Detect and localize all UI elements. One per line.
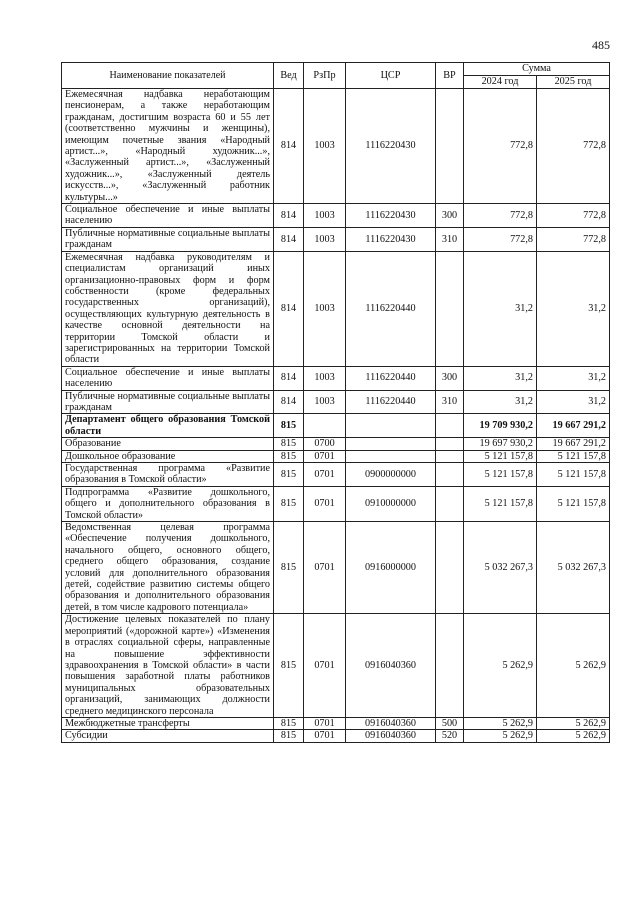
cell-csr: 1116220430 [346,89,436,204]
cell-ved: 815 [274,463,304,487]
cell-vr [436,463,464,487]
cell-sum-2024: 5 121 157,8 [464,463,537,487]
cell-name: Государственная программа «Развитие образования в Томской области» [62,463,274,487]
cell-vr: 300 [436,366,464,390]
cell-sum-2024: 772,8 [464,227,537,251]
cell-name: Социальное обеспечение и иные выплаты населению [62,366,274,390]
table-row [62,486,610,521]
cell-ved: 815 [274,414,304,438]
cell-rzpr: 0701 [304,730,346,742]
page-number: 485 [592,38,610,52]
table-body [62,89,610,743]
cell-sum-2024: 5 262,9 [464,614,537,718]
cell-sum-2024: 5 262,9 [464,730,537,742]
cell-name: Ведомственная целевая программа «Обеспечение получения дошкольного, начального общего, основного общего, среднего общего образования, создание условий для дополнительного образования детей, содействие развитию системы общего образования и дополнительного образования детей, в том числе кадрового потенциала» [62,522,274,614]
cell-vr [436,486,464,521]
cell-sum-2024: 19 709 930,2 [464,414,537,438]
cell-name: Ежемесячная надбавка неработающим пенсионерам, а также неработающим гражданам, достигшим возраста 60 и 55 лет (соответственно мужчины и женщины), имеющим почетные звания «Народный артист...», «Народный художник...», «Заслуженный артист...», «Заслуженный художник...», «Заслуженный деятель искусств...», «Заслуженный работник культуры...» [62,89,274,204]
cell-csr: 1116220440 [346,366,436,390]
cell-sum-2024: 5 032 267,3 [464,522,537,614]
cell-name: Межбюджетные трансферты [62,717,274,729]
cell-name: Субсидии [62,730,274,742]
table-row [62,227,610,251]
cell-sum-2025: 772,8 [537,89,610,204]
table-row [62,89,610,204]
header-year-2025: 2025 год [537,76,610,89]
cell-ved: 815 [274,522,304,614]
cell-ved: 815 [274,450,304,462]
cell-sum-2025: 5 262,9 [537,717,610,729]
cell-csr: 1116220440 [346,390,436,414]
cell-csr: 1116220440 [346,251,436,366]
cell-vr [436,251,464,366]
cell-csr: 0910000000 [346,486,436,521]
cell-ved: 815 [274,438,304,450]
table-row [62,204,610,228]
table-row [62,414,610,438]
cell-vr: 300 [436,204,464,228]
cell-sum-2024: 5 262,9 [464,717,537,729]
cell-vr [436,450,464,462]
cell-sum-2024: 5 121 157,8 [464,486,537,521]
cell-sum-2025: 772,8 [537,227,610,251]
cell-sum-2025: 5 121 157,8 [537,486,610,521]
cell-rzpr [304,414,346,438]
header-vr: ВР [436,63,464,89]
cell-sum-2025: 31,2 [537,366,610,390]
table-row [62,463,610,487]
table-row [62,450,610,462]
table-row [62,522,610,614]
cell-rzpr: 0701 [304,522,346,614]
cell-csr: 0916040360 [346,614,436,718]
cell-name: Дошкольное образование [62,450,274,462]
cell-sum-2025: 31,2 [537,390,610,414]
cell-sum-2025: 19 667 291,2 [537,438,610,450]
cell-rzpr: 1003 [304,227,346,251]
cell-sum-2025: 772,8 [537,204,610,228]
cell-name: Образование [62,438,274,450]
cell-vr [436,614,464,718]
cell-vr: 500 [436,717,464,729]
cell-csr: 0900000000 [346,463,436,487]
cell-ved: 815 [274,486,304,521]
cell-sum-2025: 5 032 267,3 [537,522,610,614]
cell-vr: 310 [436,227,464,251]
cell-ved: 814 [274,390,304,414]
cell-vr [436,414,464,438]
cell-vr: 310 [436,390,464,414]
cell-rzpr: 0701 [304,463,346,487]
cell-rzpr: 1003 [304,390,346,414]
cell-sum-2024: 19 697 930,2 [464,438,537,450]
cell-ved: 815 [274,717,304,729]
cell-name: Достижение целевых показателей по плану мероприятий («дорожной карте») «Изменения в отраслях социальной сферы, направленные на повышение эффективности здравоохранения в Томской области» в части повышения заработной платы работников муниципальных образовательных организаций, занимающих должности среднего медицинского персонала [62,614,274,718]
cell-name: Подпрограмма «Развитие дошкольного, общего и дополнительного образования в Томской области» [62,486,274,521]
cell-name: Департамент общего образования Томской области [62,414,274,438]
cell-vr [436,522,464,614]
cell-vr [436,89,464,204]
cell-sum-2024: 772,8 [464,89,537,204]
table-row [62,438,610,450]
cell-sum-2024: 31,2 [464,366,537,390]
cell-csr: 0916000000 [346,522,436,614]
cell-rzpr: 0700 [304,438,346,450]
cell-rzpr: 0701 [304,717,346,729]
cell-sum-2024: 772,8 [464,204,537,228]
budget-table [61,62,610,743]
cell-csr [346,438,436,450]
cell-vr: 520 [436,730,464,742]
cell-csr [346,450,436,462]
table-row [62,366,610,390]
cell-sum-2024: 31,2 [464,251,537,366]
table-row [62,390,610,414]
cell-rzpr: 1003 [304,204,346,228]
cell-ved: 815 [274,730,304,742]
table-row [62,730,610,742]
table-row [62,717,610,729]
cell-ved: 814 [274,366,304,390]
cell-sum-2025: 19 667 291,2 [537,414,610,438]
cell-csr: 1116220430 [346,227,436,251]
cell-sum-2024: 5 121 157,8 [464,450,537,462]
cell-sum-2024: 31,2 [464,390,537,414]
table-row [62,614,610,718]
cell-rzpr: 0701 [304,450,346,462]
cell-ved: 814 [274,204,304,228]
cell-name: Публичные нормативные социальные выплаты гражданам [62,390,274,414]
cell-rzpr: 0701 [304,486,346,521]
cell-sum-2025: 31,2 [537,251,610,366]
cell-ved: 814 [274,227,304,251]
cell-name: Ежемесячная надбавка руководителям и специалистам организаций иных организационно-правовых форм и форм собственности (кроме федеральных государственных организаций), осуществляющих культурную деятельность в качестве основной деятельности на территории Томской области и зарегистрированных на территории Томской области [62,251,274,366]
header-ved: Вед [274,63,304,89]
header-name: Наименование показателей [62,63,274,89]
cell-csr: 0916040360 [346,730,436,742]
cell-csr: 0916040360 [346,717,436,729]
cell-csr: 1116220430 [346,204,436,228]
header-year-2024: 2024 год [464,76,537,89]
cell-sum-2025: 5 121 157,8 [537,450,610,462]
cell-rzpr: 1003 [304,251,346,366]
table-header [62,63,610,89]
cell-name: Социальное обеспечение и иные выплаты населению [62,204,274,228]
cell-csr [346,414,436,438]
header-sum: Сумма [464,63,610,76]
header-csr: ЦСР [346,63,436,89]
table-row [62,251,610,366]
cell-ved: 814 [274,251,304,366]
cell-rzpr: 0701 [304,614,346,718]
cell-rzpr: 1003 [304,366,346,390]
cell-vr [436,438,464,450]
cell-sum-2025: 5 121 157,8 [537,463,610,487]
cell-rzpr: 1003 [304,89,346,204]
cell-ved: 814 [274,89,304,204]
cell-sum-2025: 5 262,9 [537,614,610,718]
cell-name: Публичные нормативные социальные выплаты гражданам [62,227,274,251]
header-rzpr: РзПр [304,63,346,89]
cell-sum-2025: 5 262,9 [537,730,610,742]
cell-ved: 815 [274,614,304,718]
